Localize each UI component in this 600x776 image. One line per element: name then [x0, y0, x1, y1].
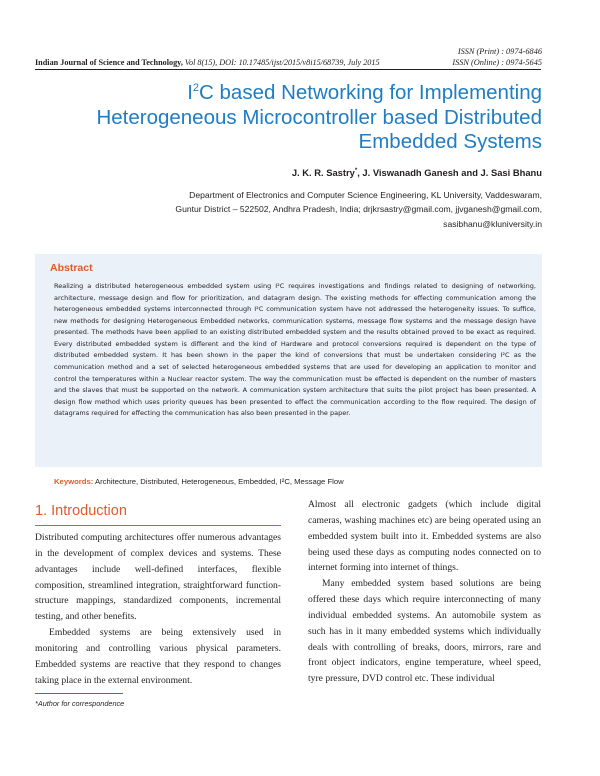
footnote: *Author for correspondence	[35, 699, 125, 708]
keywords-label: Keywords:	[54, 477, 94, 486]
issn-print: ISSN (Print) : 0974-6846	[457, 47, 542, 56]
header-divider	[35, 69, 541, 70]
title-line-2: Heterogeneous Microcontroller based Distributed	[96, 105, 542, 129]
section-heading-rule	[35, 525, 281, 526]
title-line-1: $I^2C$ based Networking for Implementing	[187, 81, 542, 104]
keywords-list: Architecture, Distributed, Heterogeneous, Embedded, I²C, Message Flow	[93, 477, 344, 486]
title-line-3: Embedded Systems	[358, 130, 542, 153]
author-1: J. K. R. Sastry	[291, 167, 355, 178]
correspondence-mark: *	[354, 167, 358, 174]
abstract-heading: Abstract	[50, 262, 93, 274]
other-authors: , J. Viswanadh Ganesh and J. Sasi Bhanu	[357, 167, 542, 178]
keywords	[54, 477, 344, 486]
paragraph: Many embedded system based solutions are being offered these days which require interconnecting of many individual embedded systems. An automobile system as such has in it many embedded systems which individually deals with controlling of breaks, doors, mirrors, rare and front object indicators, engine temperature, wheel speed, tyre pressure, DVD control etc. These individual	[308, 578, 541, 685]
footnote-divider	[35, 693, 123, 694]
left-column	[35, 530, 281, 688]
author-list	[292, 167, 542, 178]
journal-name: Indian Journal of Science and Technology,	[35, 58, 183, 67]
right-column	[308, 497, 541, 687]
paper-title	[22, 76, 542, 155]
issn-online: ISSN (Online) : 0974-5645	[452, 58, 542, 67]
affiliation: Department of Electronics and Computer Science Engineering, KL University, Vaddeswaram, Guntur District – 522502, Andhra Pradesh, India; drjkrsastry@gmail.com, jjvganesh@gmail.com, sasibhanu@kluniversity.in	[175, 190, 542, 229]
paragraph: Distributed computing architectures offer numerous advantages in the development of complex devices and systems. These advantages include well-defined interfaces, flexible composition, streamlined integration, straightforward function-structure mappings, standardized components, incremental testing, and other benefits.	[35, 532, 281, 623]
section-heading-introduction: 1. Introduction	[35, 503, 127, 519]
journal-citation	[35, 58, 380, 67]
abstract-text: Realizing a distributed heterogeneous embedded system using I²C requires investigations and findings related to designing of networking, architecture, message design and flow for prioritization, and datagram design. The existing methods for effecting communication among the heterogeneous embedded systems interconnected through I²C communication system have not addressed the heterogeneity issues. To suffice, new methods for designing Heterogeneous Embedded networks, communication systems, message flow systems and the message design have presented. The methods have been applied to an existing distributed embedded system and the results obtained proved to be exact as required. Every distributed embedded system is different and the kind of Hardware and protocol conversions required is dependent on the type of distributed embedded system. It has been shown in the paper the kind of conversions that must be undertaken considering I²C as the communication method and a set of selected heterogeneous embedded systems that are used for developing an application to monitor and control the temperatures within a Nuclear reactor system. The way the communication must be effected is dependent on the number of masters and the slaves that must be supported on the network. A communication system architecture that suits the pilot project has been presented. A design flow method which uses priority queues has been presented to effect the communication according to the flow required. The design of datagrams required for effecting the communication has also been presented in the paper.	[54, 282, 536, 418]
journal-details: Vol 8(15), DOI: 10.17485/ijst/2015/v8i15/68739, July 2015	[182, 58, 380, 67]
paragraph: Almost all electronic gadgets (which include digital cameras, washing machines etc) are being operated using an embedded system built into it. Embedded systems are also being used these days as computing nodes connected on to internet forming into internet of things.	[308, 499, 541, 574]
paragraph: Embedded systems are being extensively used in monitoring and controlling various physical parameters. Embedded systems are reactive that they respond to changes taking place in the external environment.	[35, 627, 281, 686]
